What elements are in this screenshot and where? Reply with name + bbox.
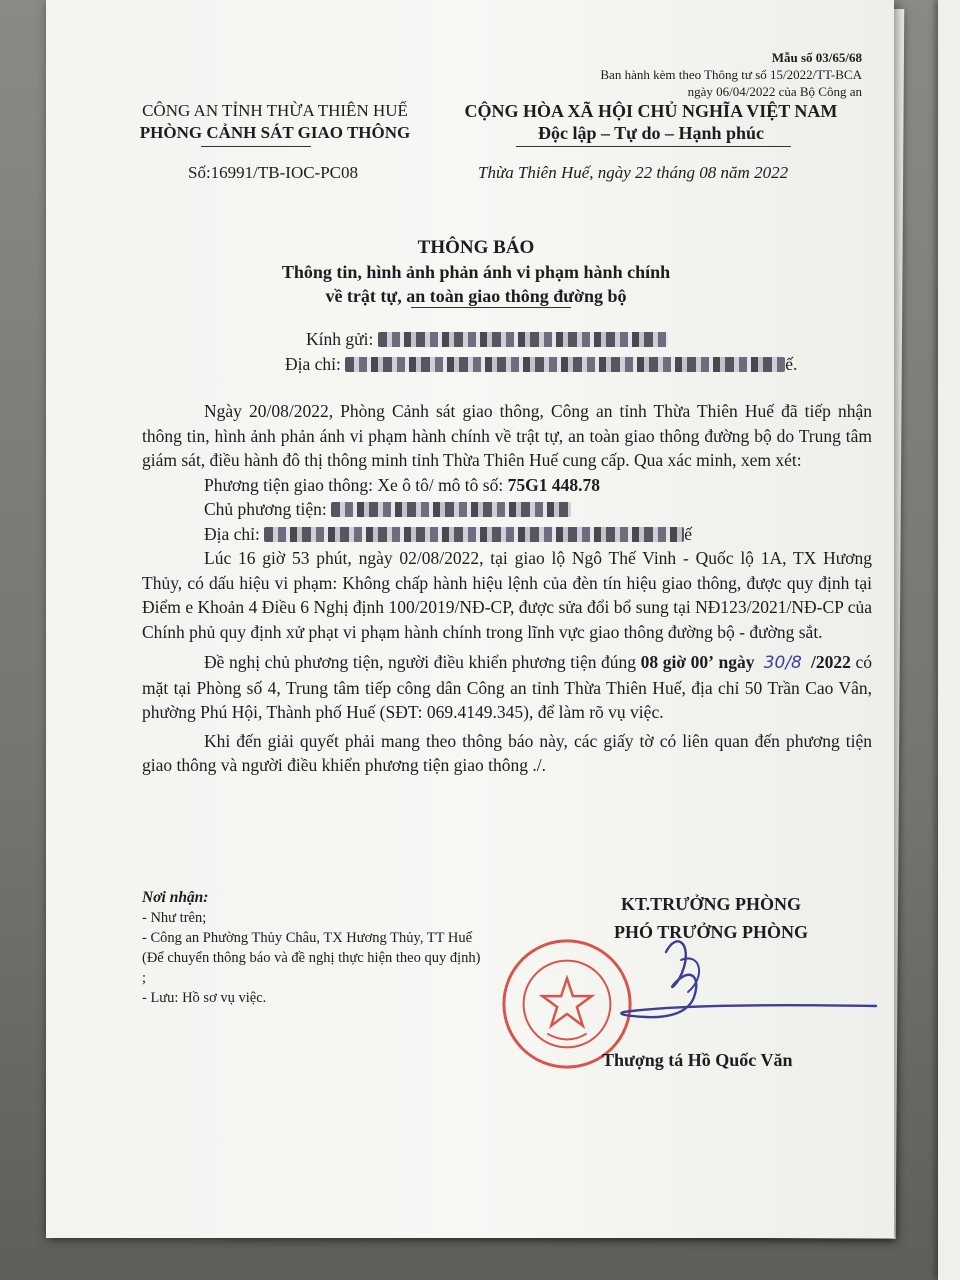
paragraph-documents: Khi đến giải quyết phải mang theo thông báo này, các giấy tờ có liên quan đến phương tiện giao thông và người điều khiển phương tiện giao thông ./. xyxy=(142,730,872,775)
national-header xyxy=(446,100,856,144)
vehicle-line xyxy=(142,473,872,498)
national-motto: Độc lập – Tự do – Hạnh phúc xyxy=(537,123,765,143)
owner-label: Chủ phương tiện: xyxy=(204,499,327,519)
summons-time: 08 giờ 00’ xyxy=(640,652,714,672)
summons-text-b: có mặt tại Phòng số 4, Trung tâm tiếp công dân Công an tỉnh Thừa Thiên Huế, địa chỉ 50 Trần Cao Vân, phường Phú Hội, Thành phố Huế (SĐT: 069.4149.345), để làm rõ vụ việc. xyxy=(142,652,873,722)
document-title: THÔNG BÁO xyxy=(417,237,535,258)
title-underline xyxy=(411,307,571,308)
paragraph-intro: Ngày 20/08/2022, Phòng Cảnh sát giao thông, Công an tỉnh Thừa Thiên Huế đã tiếp nhận thông tin, hình ảnh phản ánh vi phạm hành chính về trật tự, an toàn giao thông đường bộ do Trung tâm giám sát, điều hành đô thị thông minh tỉnh Thừa Thiên Huế cung cấp. Qua xác minh, xem xét: xyxy=(142,401,872,470)
form-code: Mẫu số 03/65/68 xyxy=(771,50,862,65)
owner-address-label: Địa chỉ: xyxy=(204,523,260,544)
handwritten-signature xyxy=(606,922,886,1032)
document-number: Số:16991/TB-IOC-PC08 xyxy=(188,163,359,182)
signature-title-line1: KT.TRƯỞNG PHÒNG xyxy=(621,894,801,914)
recipients-label: Nơi nhận: xyxy=(142,889,209,906)
to-label: Kính gửi: xyxy=(306,329,374,349)
redacted-owner xyxy=(331,502,571,517)
form-issued-line1: Ban hành kèm theo Thông tư số 15/2022/TT-BCA xyxy=(600,67,862,82)
summons-day-label: ngày xyxy=(718,652,755,672)
handwritten-date: 30/8 xyxy=(763,653,802,673)
redacted-recipient xyxy=(378,332,668,347)
notice-body xyxy=(142,399,872,778)
owner-address-tail: ế xyxy=(684,523,693,544)
agency-block xyxy=(110,100,440,144)
owner-line xyxy=(142,497,872,522)
place-date: Thừa Thiên Huế, ngày 22 tháng 08 năm 2022 xyxy=(478,163,789,182)
recipient-item: - Lưu: Hồ sơ vụ việc. xyxy=(142,990,267,1006)
signer-name: Thượng tá Hồ Quốc Văn xyxy=(602,1050,793,1070)
paragraph-summons xyxy=(142,650,872,725)
document-subtitle-line1: Thông tin, hình ảnh phản ánh vi phạm hành chính xyxy=(281,262,671,282)
recipients-list xyxy=(142,888,532,1008)
agency-underline xyxy=(201,146,311,147)
form-reference xyxy=(562,49,862,100)
document-title-block xyxy=(226,236,726,308)
address-tail: ế. xyxy=(785,353,798,374)
document-page xyxy=(46,0,894,1238)
vehicle-label: Phương tiện giao thông: Xe ô tô/ mô tô số: xyxy=(204,474,504,495)
summons-year: /2022 xyxy=(811,652,851,672)
recipient-item: - Công an Phường Thủy Châu, TX Hương Thủy, TT Huế (Để chuyển thông báo và đề nghị thực hiện theo quy định) ; xyxy=(142,930,481,986)
address-label: Địa chỉ: xyxy=(285,353,341,374)
motto-underline xyxy=(516,146,791,147)
redacted-owner-address xyxy=(264,527,684,542)
republic-name: CỘNG HÒA XÃ HỘI CHỦ NGHĨA VIỆT NAM xyxy=(464,101,838,121)
document-subtitle-line2: về trật tự, an toàn giao thông đường bộ xyxy=(325,286,627,306)
recipient-item: - Như trên; xyxy=(142,910,207,926)
signature-title-line2: PHÓ TRƯỞNG PHÒNG xyxy=(613,922,808,942)
owner-address-line xyxy=(142,522,872,547)
adjacent-paper-edge xyxy=(938,0,960,1280)
form-issued-line2: ngày 06/04/2022 của Bộ Công an xyxy=(687,84,862,99)
redacted-address xyxy=(345,357,785,372)
license-plate: 75G1 448.78 xyxy=(507,474,600,495)
summons-text-a: Đề nghị chủ phương tiện, người điều khiển phương tiện đúng xyxy=(204,652,637,672)
department-name: PHÒNG CẢNH SÁT GIAO THÔNG xyxy=(139,123,411,142)
recipient-block xyxy=(142,327,872,376)
paragraph-violation: Lúc 16 giờ 53 phút, ngày 02/08/2022, tại giao lộ Ngô Thế Vinh - Quốc lộ 1A, TX Hương Thủy, có dấu hiệu vi phạm: Không chấp hành hiệu lệnh của đèn tín hiệu giao thông, được quy định tại Điểm e Khoản 4 Điều 6 Nghị định 100/2019/NĐ-CP, được sửa đổi bổ sung tại NĐ123/2021/NĐ-CP của Chính phủ quy định xử phạt vi phạm hành chính trong lĩnh vực giao thông đường bộ - đường sắt. xyxy=(142,548,872,642)
agency-name: CÔNG AN TỈNH THỪA THIÊN HUẾ xyxy=(142,101,408,120)
